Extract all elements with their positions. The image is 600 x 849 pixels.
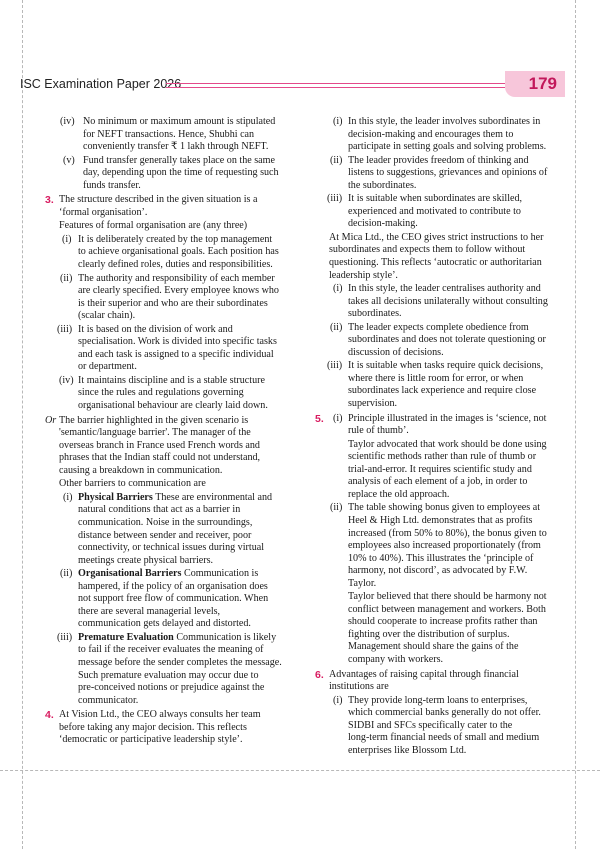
text-line: questioning. This reflects ‘autocratic or authoritarian xyxy=(329,257,542,269)
text-line: day, depending upon the time of requesting such xyxy=(83,167,279,179)
text-line: not support free flow of communication. When xyxy=(78,593,269,605)
answer-block-r4 xyxy=(315,232,565,282)
text-line: participate in setting goals and solving problems. xyxy=(348,141,547,153)
text-line: since the rules and regulations governing xyxy=(78,387,244,399)
text-line: the subordinates. xyxy=(348,179,417,191)
text-line: causing a breakdown in communication. xyxy=(59,464,223,476)
text-line: rule of thumb’. xyxy=(348,425,409,437)
text-line: Taylor. xyxy=(348,577,377,589)
text-line: overseas branch in France used French words and xyxy=(59,439,260,451)
text-line: SIDBI and SFCs specifically cater to the xyxy=(348,719,513,731)
text-line: pre-conceived notions or prejudice against the xyxy=(78,682,265,694)
text-line xyxy=(78,632,310,645)
item-numeral: (ii) xyxy=(330,154,343,166)
text-line: fighting over the distribution of surplus. xyxy=(348,628,510,640)
text-line: natural conditions that act as a barrier in xyxy=(78,504,241,516)
answer-block-l2 xyxy=(45,155,310,193)
page-number: 179 xyxy=(528,74,557,93)
text-line: Taylor advocated that work should be done using xyxy=(348,438,547,450)
item-numeral: (i) xyxy=(333,412,343,424)
text-line: decision-making and encourages them to xyxy=(348,128,514,140)
text-line: or department. xyxy=(78,361,137,373)
guide-line-right xyxy=(575,0,576,849)
text-line: organisational behaviour are clearly laid down. xyxy=(78,400,268,412)
text-line: which commercial banks generally do not offer. xyxy=(348,707,541,719)
answer-block-r12 xyxy=(315,669,565,694)
text-line: discussion of decisions. xyxy=(348,346,444,358)
text-line: The leader provides freedom of thinking and xyxy=(348,154,529,166)
text-line: The authority and responsibility of each member xyxy=(78,272,275,284)
page-header xyxy=(20,71,565,97)
text-line: Principle illustrated in the images is ‘science, not xyxy=(348,412,547,424)
text-line: It is suitable when tasks require quick decisions, xyxy=(348,360,544,372)
text-line: to achieve organisational goals. Each position has xyxy=(78,246,279,258)
question-number: 5. xyxy=(315,412,324,425)
text-line: subordinates and does not tolerate questioning or xyxy=(348,334,546,346)
answer-block-r5 xyxy=(315,283,565,321)
text-line: are clearly specified. Every employee knows who xyxy=(78,285,279,297)
answer-block-l12 xyxy=(45,568,310,631)
answer-block-l7 xyxy=(45,324,310,374)
text-line: specialisation. Work is divided into specific tasks xyxy=(78,336,277,348)
header-rule xyxy=(166,83,505,88)
text-line: long-term financial needs of small and medium xyxy=(348,732,540,744)
text-line: where there is little room for error, or when xyxy=(348,372,524,384)
text-line: harmony, not discord’, as advocated by F.W. xyxy=(348,565,528,577)
text-line: conflict between management and workers. Both xyxy=(348,603,546,615)
item-numeral: (ii) xyxy=(60,272,73,284)
text-line: institutions are xyxy=(329,681,389,693)
item-numeral: (i) xyxy=(63,491,73,503)
text-line: (scalar chain). xyxy=(78,310,136,322)
answer-block-r1 xyxy=(315,116,565,154)
bold-lead-term: Physical Barriers xyxy=(78,491,153,503)
item-numeral: (i) xyxy=(333,694,343,706)
text-line: conveniently transfer ₹ 1 lakh through NEFT. xyxy=(83,141,269,153)
text-line: ‘democratic or participative leadership style’. xyxy=(59,734,243,746)
answer-block-l6 xyxy=(45,273,310,323)
text-line: Fund transfer generally takes place on the same xyxy=(83,154,275,166)
answer-block-r8 xyxy=(315,413,565,438)
text-line: supervision. xyxy=(348,398,398,410)
or-label: Or xyxy=(45,414,57,426)
text-line: experienced and motivated to contribute to xyxy=(348,205,521,217)
item-numeral: (iv) xyxy=(59,374,74,386)
text-line: Such premature evaluation may occur due to xyxy=(78,669,259,681)
text-line: clearly defined roles, duties and responsibilities. xyxy=(78,259,273,271)
text-line: Other barriers to communication are xyxy=(59,478,206,490)
text-line: leadership style’. xyxy=(329,269,398,281)
text-line: At Mica Ltd., the CEO gives strict instructions to her xyxy=(329,231,544,243)
answer-block-l8 xyxy=(45,375,310,413)
item-numeral: (iii) xyxy=(327,360,343,372)
item-numeral: (v) xyxy=(63,154,75,166)
answer-block-r6 xyxy=(315,322,565,360)
text-line xyxy=(78,568,310,581)
item-numeral: (iii) xyxy=(57,323,73,335)
item-numeral: (i) xyxy=(333,116,343,127)
item-numeral: (iv) xyxy=(60,116,75,127)
bold-lead-term: Organisational Barriers xyxy=(78,568,182,580)
text-line: should cooperate to increase profits rather than xyxy=(348,616,538,628)
text-line: In this style, the leader centralises authority and xyxy=(348,283,541,295)
text-line: funds transfer. xyxy=(83,179,141,191)
text-line: phrases that the Indian staff could not understand, xyxy=(59,452,261,464)
item-numeral: (ii) xyxy=(330,502,343,514)
answer-block-l1 xyxy=(45,116,310,154)
text-line: employees also increased proportionately (from xyxy=(348,540,541,552)
right-column xyxy=(315,116,565,758)
text-line xyxy=(78,492,310,505)
answer-block-l11 xyxy=(45,492,310,567)
answer-block-l4 xyxy=(45,220,310,233)
text-line: enterprises like Blossom Ltd. xyxy=(348,744,467,756)
text-line: communication gets delayed and distorted. xyxy=(78,618,251,630)
text-line: The leader expects complete obedience from xyxy=(348,321,529,333)
text-line: is their superior and who are their subordinates xyxy=(78,297,268,309)
item-numeral: (i) xyxy=(333,283,343,295)
answer-block-r13 xyxy=(315,695,565,758)
question-number: 3. xyxy=(45,194,54,207)
text-line: increased (from 50% to 80%), the bonus given to xyxy=(348,527,547,539)
text-line: It is based on the division of work and xyxy=(78,323,233,335)
text-line: 'semantic/language barrier'. The manager of the xyxy=(59,427,251,439)
text-line: In this style, the leader involves subordinates in xyxy=(348,116,541,127)
answer-block-r7 xyxy=(315,360,565,410)
answer-block-r11 xyxy=(315,591,565,666)
text-line: communicator. xyxy=(78,694,139,706)
text-line: company with workers. xyxy=(348,653,444,665)
text-line: subordinates. xyxy=(348,308,402,320)
text-line: hampered, if the policy of an organisation does xyxy=(78,580,268,592)
text-line: there are several managerial levels, xyxy=(78,605,221,617)
text-line: Advantages of raising capital through financial xyxy=(329,668,519,680)
text-line: to fail if the receiver evaluates the meaning of xyxy=(78,644,264,656)
text-line: subordinates lack experience and require close xyxy=(348,385,537,397)
item-numeral: (i) xyxy=(62,233,72,245)
text-line: analysis of each element of a job, in order to xyxy=(348,476,528,488)
text-line: ‘formal organisation’. xyxy=(59,206,148,218)
text-line: The barrier highlighted in the given scenario is xyxy=(59,414,249,426)
answer-block-r3 xyxy=(315,193,565,231)
guide-line-left xyxy=(22,0,23,849)
answer-block-r2 xyxy=(315,155,565,193)
text-line: and each task is assigned to a specific individual xyxy=(78,348,274,360)
text-line: communication. Noise in the surroundings, xyxy=(78,516,253,528)
text-line: distance between sender and receiver, poor xyxy=(78,529,252,541)
answer-block-r10 xyxy=(315,502,565,590)
text-line: It is suitable when subordinates are skilled, xyxy=(348,193,523,205)
answer-block-l13 xyxy=(45,632,310,707)
text-line: trial-and-error. It requires scientific study and xyxy=(348,463,532,475)
answer-block-l14 xyxy=(45,709,310,747)
page-number-tab xyxy=(505,71,565,97)
exam-paper-title: ISC Examination Paper 2026 xyxy=(20,77,182,91)
text-line: for NEFT transactions. Hence, Shubhi can xyxy=(83,128,255,140)
text-line: Management should share the gains of the xyxy=(348,641,519,653)
text-line: connectivity, or technical issues during virtual xyxy=(78,542,265,554)
text-line: No minimum or maximum amount is stipulated xyxy=(83,116,276,127)
item-numeral: (iii) xyxy=(57,631,73,643)
item-numeral: (iii) xyxy=(327,193,343,205)
item-numeral: (ii) xyxy=(60,568,73,580)
text-line: At Vision Ltd., the CEO always consults her team xyxy=(59,709,261,721)
text-line: Taylor believed that there should be harmony not xyxy=(348,591,547,603)
question-number: 6. xyxy=(315,668,324,681)
answer-block-l3 xyxy=(45,194,310,219)
text-line: The structure described in the given situation is a xyxy=(59,194,258,206)
text-line: Features of formal organisation are (any three) xyxy=(59,220,248,232)
text-line: before taking any major decision. This reflects xyxy=(59,721,247,733)
text-line: decision-making. xyxy=(348,218,418,230)
left-column xyxy=(45,116,310,748)
text-line-body: These are environmental and xyxy=(155,491,273,503)
text-line: It maintains discipline and is a stable structure xyxy=(78,374,265,386)
text-line: The table showing bonus given to employees at xyxy=(348,502,541,514)
question-number: 4. xyxy=(45,709,54,722)
text-line: 10% to 40%). This illustrates the ‘principle of xyxy=(348,552,534,564)
answer-block-l5 xyxy=(45,234,310,272)
text-line: scientific methods rather than rule of thumb or xyxy=(348,451,537,463)
text-line: They provide long-term loans to enterprises, xyxy=(348,694,528,706)
text-line: subordinates and expects them to follow without xyxy=(329,244,526,256)
answer-block-l10 xyxy=(45,478,310,491)
text-line: Heel & High Ltd. demonstrates that as profits xyxy=(348,514,533,526)
answer-block-l9 xyxy=(45,415,310,478)
text-line: It is deliberately created by the top management xyxy=(78,233,273,245)
bold-lead-term: Premature Evaluation xyxy=(78,631,174,643)
text-line: replace the old approach. xyxy=(348,488,450,500)
text-line: message before the sender completes the message. xyxy=(78,656,282,668)
text-line: meetings create physical barriers. xyxy=(78,554,214,566)
answer-block-r9 xyxy=(315,439,565,502)
text-line-body: Communication is likely xyxy=(176,631,277,643)
guide-line-bottom xyxy=(0,770,600,771)
text-line: takes all decisions unilaterally without consulting xyxy=(348,295,548,307)
text-line-body: Communication is xyxy=(183,568,259,580)
item-numeral: (ii) xyxy=(330,321,343,333)
text-line: listens to suggestions, grievances and opinions of xyxy=(348,167,548,179)
